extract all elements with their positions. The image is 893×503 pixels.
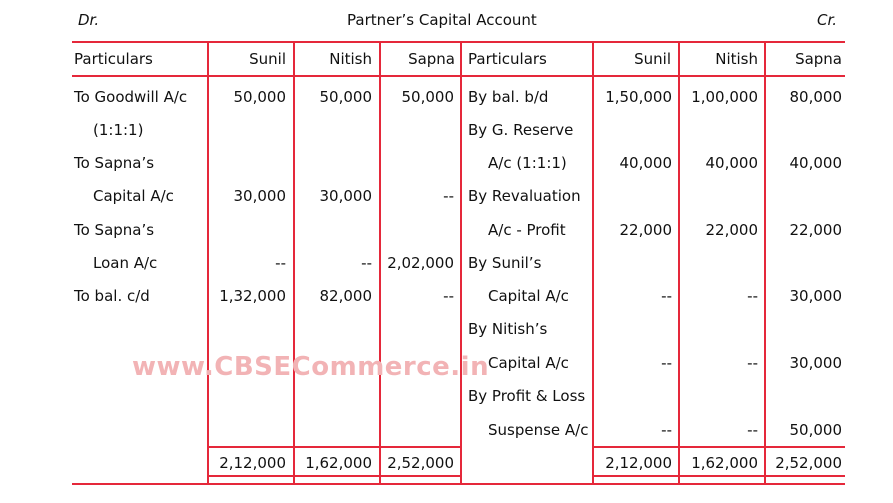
column-header: Sunil [249,50,286,68]
sapna-amount: 30,000 [789,287,842,305]
sapna-amount: 2,02,000 [387,254,454,272]
particulars-cell: Suspense A/c [488,421,589,439]
watermark-text: www.CBSECommerce.in [132,352,490,382]
particulars-cell: Capital A/c [93,187,174,205]
sunil-amount: 30,000 [233,187,286,205]
particulars-cell: To Sapna’s [74,154,155,172]
sunil-amount: -- [661,421,672,439]
sapna-amount: -- [443,287,454,305]
column-header: Nitish [329,50,372,68]
sapna-amount: 40,000 [789,154,842,172]
column-header: Sunil [634,50,671,68]
credit-total-top-rule [592,446,845,448]
nitish-amount: -- [361,254,372,272]
particulars-cell: By Revaluation [468,187,581,205]
sapna-total: 2,52,000 [775,454,842,472]
particulars-cell: A/c (1:1:1) [488,154,567,172]
nitish-amount: -- [747,354,758,372]
sunil-amount: 40,000 [619,154,672,172]
debit-marker: Dr. [78,11,100,29]
particulars-cell: Capital A/c [488,354,569,372]
column-header: Sapna [408,50,455,68]
sapna-amount: 50,000 [401,88,454,106]
particulars-cell: Loan A/c [93,254,158,272]
col-divider [592,41,594,484]
particulars-cell: A/c - Profit [488,221,566,239]
nitish-amount: -- [747,287,758,305]
column-header: Particulars [74,50,153,68]
debit-total-top-rule [207,446,460,448]
column-header: Particulars [468,50,547,68]
col-divider [764,41,766,484]
sapna-amount: 50,000 [789,421,842,439]
nitish-amount: -- [747,421,758,439]
particulars-cell: By G. Reserve [468,121,574,139]
sapna-amount: 30,000 [789,354,842,372]
account-title: Partner’s Capital Account [347,11,537,29]
sapna-amount: -- [443,187,454,205]
sunil-total: 2,12,000 [605,454,672,472]
nitish-total: 1,62,000 [305,454,372,472]
particulars-cell: By Nitish’s [468,320,548,338]
particulars-cell: To Goodwill A/c [74,88,188,106]
particulars-cell: Capital A/c [488,287,569,305]
sapna-total: 2,52,000 [387,454,454,472]
sunil-amount: 22,000 [619,221,672,239]
nitish-total: 1,62,000 [691,454,758,472]
sunil-total: 2,12,000 [219,454,286,472]
particulars-cell: By bal. b/d [468,88,549,106]
header-rule [72,75,845,77]
sapna-amount: 80,000 [789,88,842,106]
credit-total-bottom-rule [592,475,845,477]
sunil-amount: 50,000 [233,88,286,106]
particulars-cell: By Profit & Loss [468,387,586,405]
sunil-amount: -- [661,287,672,305]
nitish-amount: 40,000 [705,154,758,172]
nitish-amount: 22,000 [705,221,758,239]
col-divider [678,41,680,484]
bottom-rule [72,483,845,485]
top-rule [72,41,845,43]
particulars-cell: (1:1:1) [93,121,144,139]
nitish-amount: 1,00,000 [691,88,758,106]
nitish-amount: 50,000 [319,88,372,106]
sunil-amount: 1,32,000 [219,287,286,305]
sunil-amount: -- [661,354,672,372]
column-header: Sapna [795,50,842,68]
column-header: Nitish [715,50,758,68]
center-divider [460,41,462,484]
sunil-amount: -- [275,254,286,272]
nitish-amount: 30,000 [319,187,372,205]
debit-total-bottom-rule [207,475,460,477]
credit-marker: Cr. [817,11,838,29]
nitish-amount: 82,000 [319,287,372,305]
sapna-amount: 22,000 [789,221,842,239]
particulars-cell: By Sunil’s [468,254,542,272]
sunil-amount: 1,50,000 [605,88,672,106]
particulars-cell: To bal. c/d [74,287,150,305]
particulars-cell: To Sapna’s [74,221,155,239]
